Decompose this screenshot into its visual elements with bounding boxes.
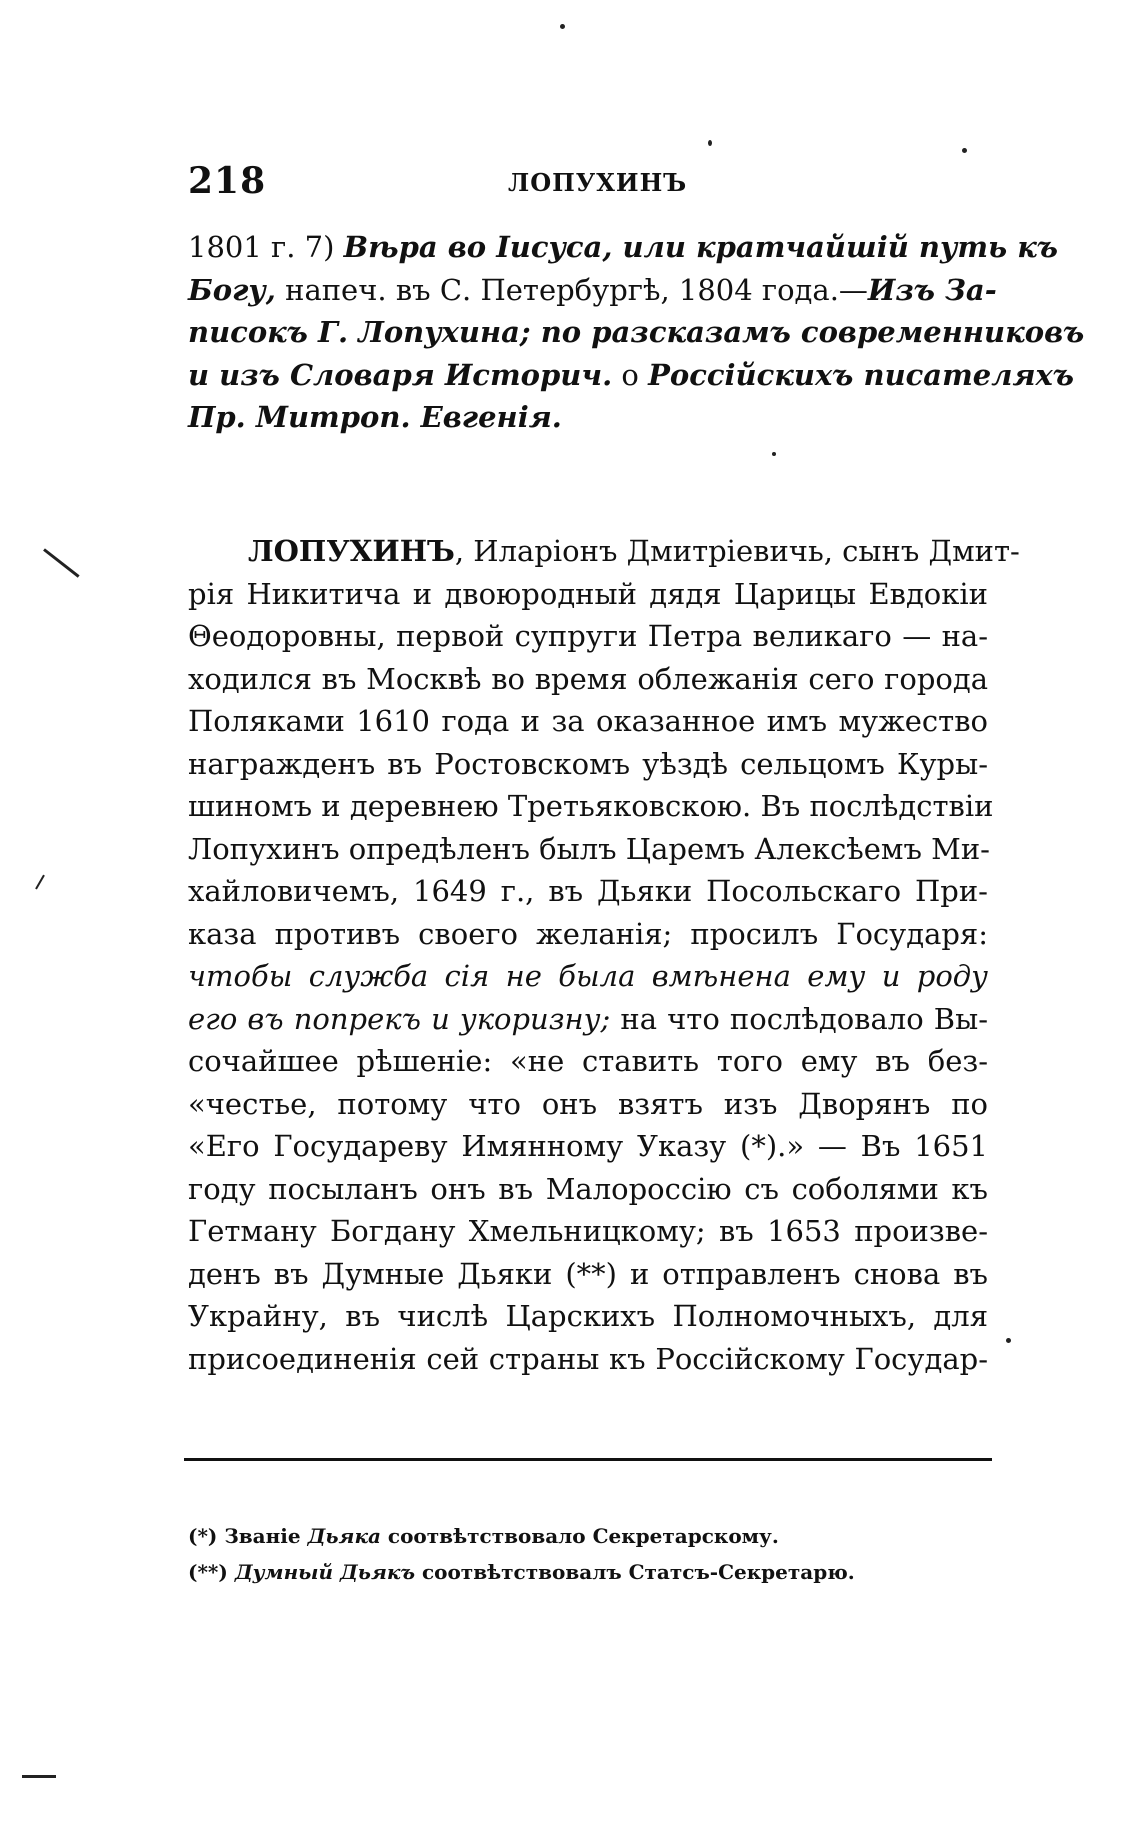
- margin-mark: [22, 1775, 56, 1778]
- text-run: соотвѣтствовало Секретарскому.: [380, 1524, 779, 1548]
- text-line: хайловичемъ, 1649 г., въ Дьяки Посольскаго При-: [188, 874, 988, 908]
- margin-mark: [35, 875, 45, 890]
- text-line: каза противъ своего желанія; просилъ Государя:: [188, 916, 988, 951]
- text-line: году посыланъ онъ въ Малороссію съ соболями къ: [188, 1171, 988, 1206]
- text-line: Поляками 1610 года и за оказанное имъ мужество: [188, 704, 988, 738]
- footnote-term: Дьяка: [307, 1524, 381, 1548]
- footnote-marker: (**): [188, 1560, 228, 1584]
- text-line: Θеодоровны, первой супруги Петра великаго — на-: [188, 619, 988, 653]
- scan-speck: [772, 452, 776, 456]
- source-citation: и изъ Словаря Историч.: [188, 357, 613, 392]
- text-line: Лопухинъ опредѣленъ былъ Царемъ Алексѣемъ Ми-: [188, 831, 990, 866]
- text-line: рія Никитича и двоюродный дядя Царицы Евдокіи: [188, 576, 988, 611]
- text-line: сочайшее рѣшеніе: «не ставить того ему въ без-: [188, 1044, 988, 1078]
- text-line: [188, 530, 1020, 573]
- quoted-petition: чтобы служба сія не была вмѣнена ему и роду: [188, 959, 988, 993]
- page-header: [188, 160, 988, 210]
- entry-lopukhin: [188, 530, 1020, 1380]
- scan-speck: [708, 140, 712, 146]
- text-run: [228, 1560, 235, 1584]
- quoted-petition: его въ попрекъ и укоризну;: [188, 1001, 611, 1036]
- text-run: , Иларіонъ Дмитріевичь, сынъ Дмит-: [454, 534, 1020, 568]
- text-line: Гетману Богдану Хмельницкому; въ 1653 произве-: [188, 1214, 988, 1248]
- footnote-divider: [184, 1458, 992, 1461]
- text-line: награжденъ въ Ростовскомъ уѣздѣ сельцомъ Куры-: [188, 746, 988, 781]
- text-line: [188, 311, 1085, 354]
- text-line: [188, 226, 1058, 269]
- source-citation: Пр. Митроп. Евгенія.: [188, 400, 562, 434]
- book-title: Богу,: [188, 272, 276, 307]
- text-line: [188, 354, 1074, 397]
- book-title: Вѣра во Іисуса, или кратчайшій путь къ: [343, 230, 1058, 264]
- text-run: на что послѣдовало Вы-: [610, 1001, 988, 1036]
- scan-speck: [962, 148, 967, 153]
- text-run: напеч. въ С. Петербургѣ, 1804 года.—: [275, 272, 868, 307]
- text-line: «честье, потому что онъ взятъ изъ Дворянъ по: [188, 1086, 988, 1121]
- text-line: [188, 396, 988, 439]
- entry-headword: ЛОПУХИНЪ: [248, 534, 455, 568]
- text-line: [188, 269, 997, 312]
- source-citation: Россійскихъ писателяхъ: [648, 357, 1074, 392]
- footnote-marker: (*): [188, 1524, 218, 1548]
- scan-speck: [1006, 1338, 1011, 1343]
- running-title: ЛОПУХИНЪ: [508, 168, 688, 197]
- text-line: «Его Государеву Имянному Указу (*).» — Въ 1651: [188, 1129, 988, 1163]
- text-run: Званіе: [217, 1524, 308, 1548]
- text-line: [188, 998, 988, 1041]
- text-run: соотвѣтствовалъ Статсъ-Секретарю.: [414, 1560, 855, 1584]
- footnote: [188, 1554, 988, 1590]
- source-citation: Изъ За-: [867, 272, 997, 307]
- scan-speck: [560, 24, 565, 29]
- text-line: Украйну, въ числѣ Царскихъ Полномочныхъ, для: [188, 1299, 988, 1333]
- text-run: 1801 г. 7): [188, 230, 344, 264]
- previous-entry: [188, 226, 1085, 439]
- text-run: о: [612, 357, 649, 392]
- footnotes: [188, 1518, 988, 1590]
- page-number: 218: [188, 160, 267, 202]
- text-line: шиномъ и деревнею Третьяковскою. Въ послѣдствіи: [188, 789, 994, 823]
- source-citation: писокъ Г. Лопухина; по разсказамъ современниковъ: [188, 315, 1085, 349]
- footnote-term: Думный Дьякъ: [234, 1560, 415, 1584]
- margin-mark: [43, 548, 80, 577]
- text-line: ходился въ Москвѣ во время облежанія сего города: [188, 661, 988, 696]
- text-line: присоединенія сей страны къ Россійскому Государ-: [188, 1341, 988, 1376]
- text-line: денъ въ Думные Дьяки (**) и отправленъ снова въ: [188, 1256, 988, 1291]
- footnote: [188, 1518, 988, 1554]
